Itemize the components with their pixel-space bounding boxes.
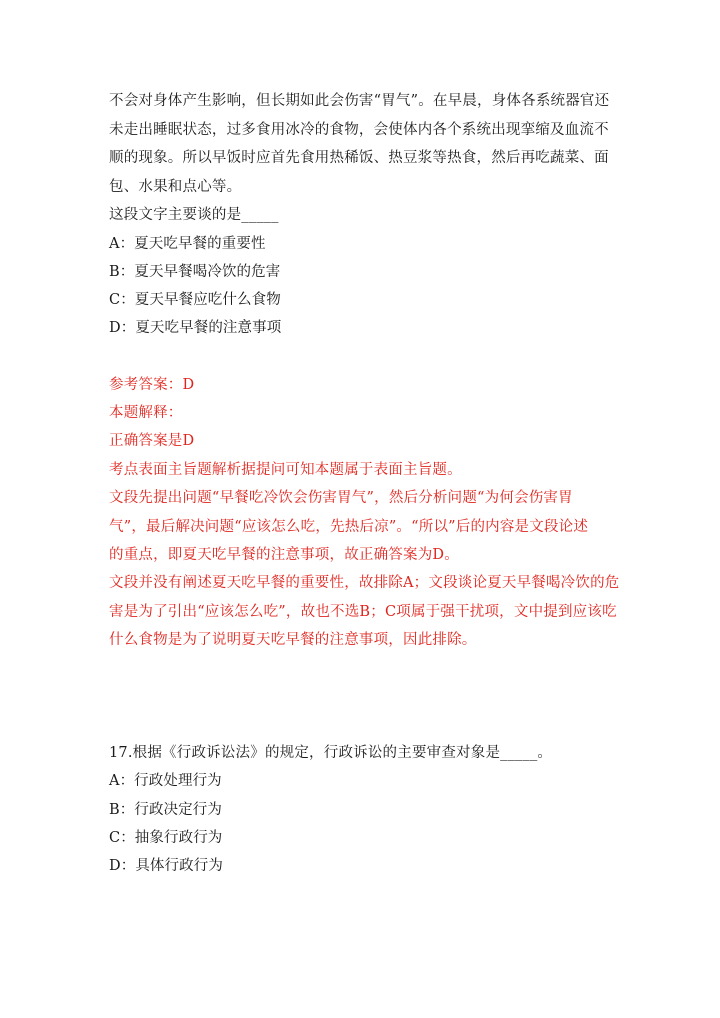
q17-option-c: C：抽象行政行为 [109,830,223,846]
explanation-line: 考点表面主旨题解析据提问可知本题属于表面主旨题。 [109,462,462,478]
explanation-line: 的重点，即夏天吃早餐的注意事项，故正确答案为D。 [109,547,459,563]
reference-answer: 参考答案：D [109,377,195,393]
passage-line: 不会对身体产生影响，但长期如此会伤害“胃气”。在早晨，身体各系统器官还 [109,93,610,109]
option-d: D：夏天吃早餐的注意事项 [109,320,282,336]
explanation-label: 本题解释： [109,405,183,421]
explanation-line: 文段先提出问题“早餐吃冷饮会伤害胃气”，然后分析问题“为何会伤害胃 [109,490,573,506]
explanation-line: 气”，最后解决问题“应该怎么吃，先热后凉”。“所以”后的内容是文段论述 [109,519,589,535]
passage-line: 包、水果和点心等。 [109,179,242,195]
question-prompt: 这段文字主要谈的是_____ [109,207,279,223]
q17-option-d: D：具体行政行为 [109,858,223,874]
explanation-line: 害是为了引出“应该怎么吃”，故也不选B；C项属于强干扰项，文中提到应该吃 [109,604,617,620]
option-c: C：夏天早餐应吃什么食物 [109,292,281,308]
q17-option-a: A：行政处理行为 [109,773,222,789]
passage-line: 顺的现象。所以早饭时应首先食用热稀饭、热豆浆等热食，然后再吃蔬菜、面 [109,150,609,166]
explanation-line: 文段并没有阐述夏天吃早餐的重要性，故排除A；文段谈论夏天早餐喝冷饮的危 [109,575,620,591]
question-17-stem: 17.根据《行政诉讼法》的规定，行政诉讼的主要审查对象是_____。 [109,745,553,761]
passage-line: 未走出睡眠状态，过多食用冰冷的食物，会使体内各个系统出现挛缩及血流不 [109,122,609,138]
explanation-line: 什么食物是为了说明夏天吃早餐的注意事项，因此排除。 [109,632,477,648]
option-a: A：夏天吃早餐的重要性 [109,236,266,252]
option-b: B：夏天早餐喝冷饮的危害 [109,264,281,280]
correct-answer: 正确答案是D [109,433,195,449]
q17-option-b: B：行政决定行为 [109,802,222,818]
